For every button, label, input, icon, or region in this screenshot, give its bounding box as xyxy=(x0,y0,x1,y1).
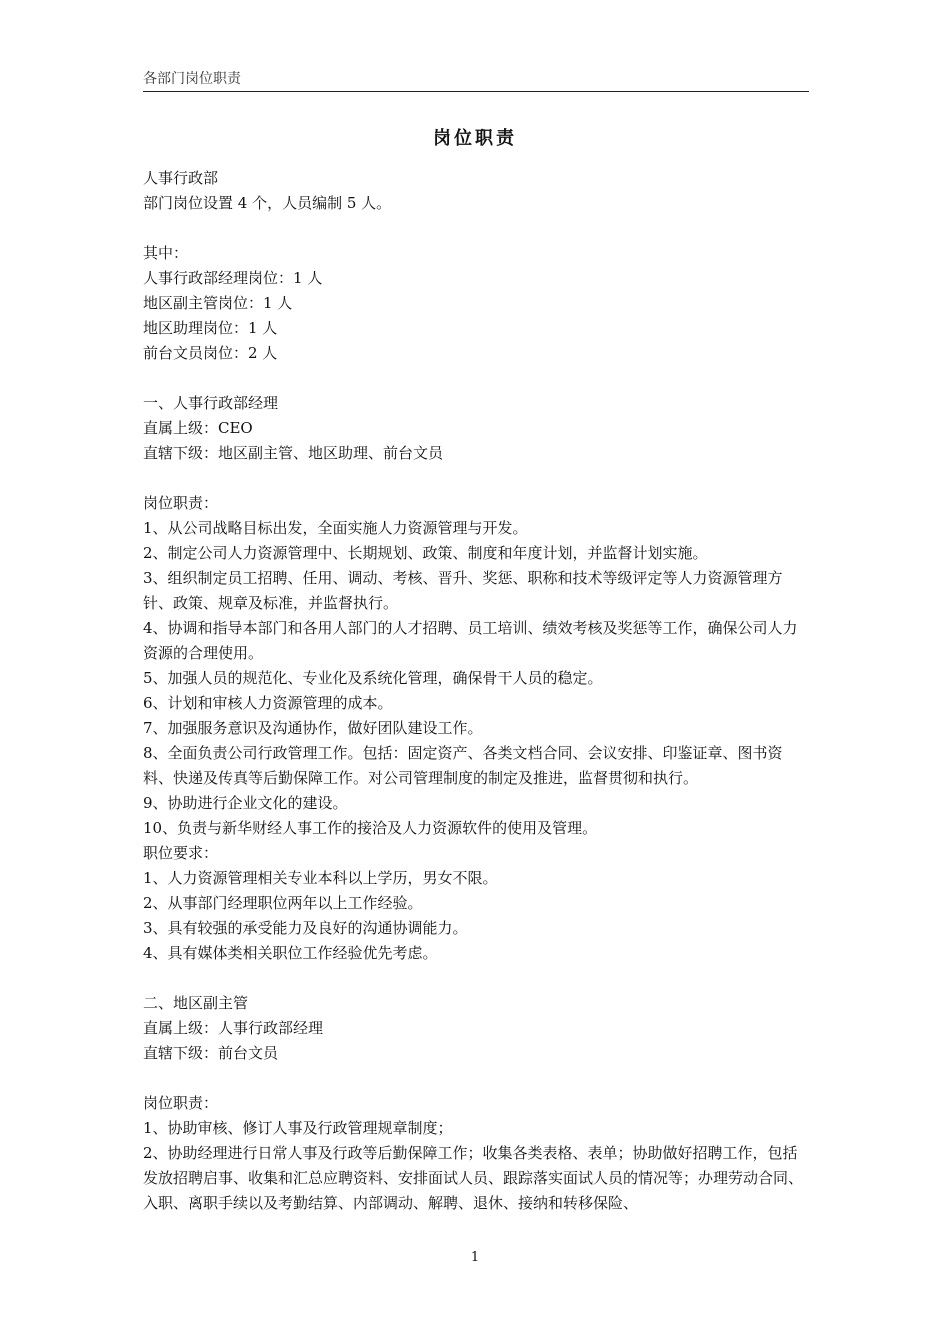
direct-superior: 直属上级：人事行政部经理 xyxy=(143,1019,324,1037)
duty-item: 6、计划和审核人力资源管理的成本。 xyxy=(143,694,393,712)
running-header: 各部门岗位职责 xyxy=(143,70,809,92)
duty-item: 1、协助审核、修订人事及行政管理规章制度； xyxy=(143,1119,453,1137)
requirement-item: 4、具有媒体类相关职位工作经验优先考虑。 xyxy=(143,944,438,962)
direct-subordinates: 直辖下级：前台文员 xyxy=(143,1044,279,1062)
duty-item: 7、加强服务意识及沟通协作，做好团队建设工作。 xyxy=(143,719,483,737)
section-heading: 一、人事行政部经理 xyxy=(143,394,279,412)
position-item: 前台文员岗位：2 人 xyxy=(143,344,278,362)
duty-item: 5、加强人员的规范化、专业化及系统化管理，确保骨干人员的稳定。 xyxy=(143,669,603,687)
document-body xyxy=(143,166,809,1216)
duty-item: 2、制定公司人力资源管理中、长期规划、政策、制度和年度计划，并监督计划实施。 xyxy=(143,544,708,562)
department-summary: 部门岗位设置 4 个，人员编制 5 人。 xyxy=(143,194,392,212)
duty-item: 2、协助经理进行日常人事及行政等后勤保障工作；收集各类表格、表单；协助做好招聘工作，包括发放招聘启事、收集和汇总应聘资料、安排面试人员、跟踪落实面试人员的情况等；办理劳动合同、入职、离职手续以及考勤结算、内部调动、解聘、退休、接纳和转移保险、 xyxy=(143,1144,804,1212)
position-item: 地区助理岗位：1 人 xyxy=(143,319,278,337)
requirement-item: 2、从事部门经理职位两年以上工作经验。 xyxy=(143,894,423,912)
duty-item: 8、全面负责公司行政管理工作。包括：固定资产、各类文档合同、会议安排、印鉴证章、图书资料、快递及传真等后勤保障工作。对公司管理制度的制定及推进，监督贯彻和执行。 xyxy=(143,744,783,787)
direct-subordinates: 直辖下级：地区副主管、地区助理、前台文员 xyxy=(143,444,444,462)
direct-superior: 直属上级：CEO xyxy=(143,419,253,437)
duty-item: 3、组织制定员工招聘、任用、调动、考核、晋升、奖惩、职称和技术等级评定等人力资源管理方针、政策、规章及标准，并监督执行。 xyxy=(143,569,783,612)
duty-item: 4、协调和指导本部门和各用人部门的人才招聘、员工培训、绩效考核及奖惩等工作，确保公司人力资源的合理使用。 xyxy=(143,619,798,662)
duty-item: 10、负责与新华财经人事工作的接洽及人力资源软件的使用及管理。 xyxy=(143,819,598,837)
document-title: 岗位职责 xyxy=(433,128,517,149)
position-item: 人事行政部经理岗位：1 人 xyxy=(143,269,323,287)
section-heading: 二、地区副主管 xyxy=(143,994,249,1012)
page-number: 1 xyxy=(470,1250,480,1265)
department-name: 人事行政部 xyxy=(143,169,219,187)
duty-item: 1、从公司战略目标出发，全面实施人力资源管理与开发。 xyxy=(143,519,528,537)
requirement-item: 1、人力资源管理相关专业本科以上学历，男女不限。 xyxy=(143,869,498,887)
requirements-label: 职位要求： xyxy=(143,844,219,862)
duties-label: 岗位职责： xyxy=(143,494,219,512)
position-item: 地区副主管岗位：1 人 xyxy=(143,294,293,312)
duties-label: 岗位职责： xyxy=(143,1094,219,1112)
duty-item: 9、协助进行企业文化的建设。 xyxy=(143,794,348,812)
requirement-item: 3、具有较强的承受能力及良好的沟通协调能力。 xyxy=(143,919,468,937)
breakdown-label: 其中： xyxy=(143,244,189,262)
